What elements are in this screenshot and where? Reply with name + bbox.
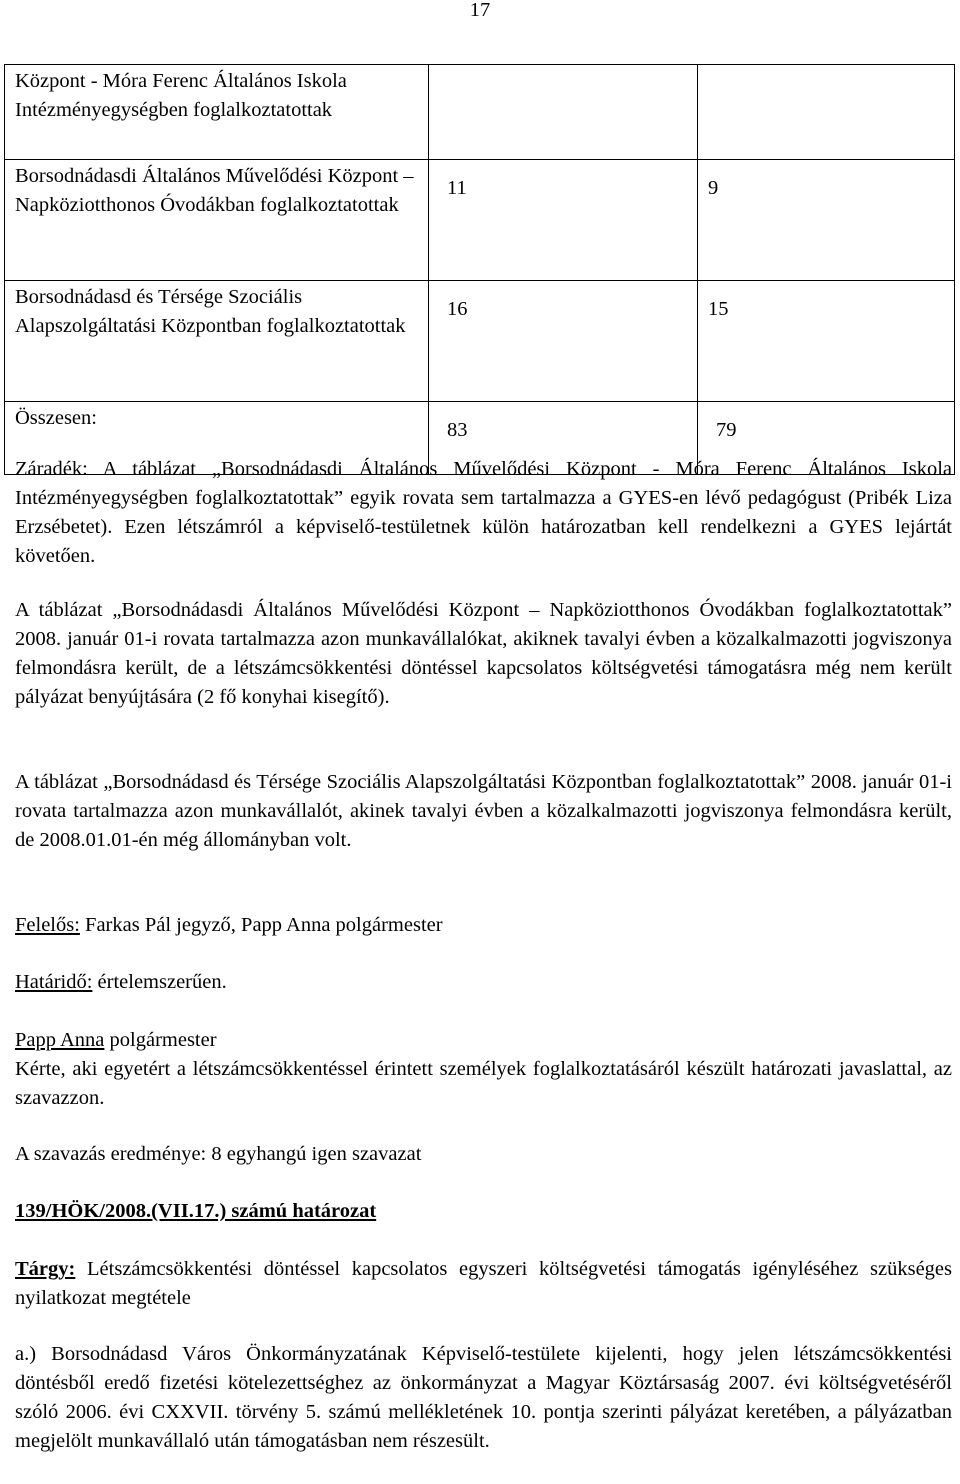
subject-text: Létszámcsökkentési döntéssel kapcsolatos egyszeri költségvetési támogatás igényléséhez szükséges nyilatkozat megtétele — [15, 1258, 952, 1309]
value-2008: 15 — [698, 281, 955, 402]
felelos-text: Farkas Pál jegyző, Papp Anna polgármester — [79, 914, 443, 936]
paragraph-ovoda: A táblázat „Borsodnádasdi Általános Művelődési Központ – Napköziotthonos Óvodákban foglalkoztatottak” 2008. január 01-i rovata tartalmazza azon munkavállalókat, akiknek tavalyi évben a közalkalmazotti jogviszonya felmondásra került, de a létszámcsökkentési döntéssel kapcsolatos költségvetési támogatásra még nem került pályázat benyújtására (2 fő konyhai kisegítő). — [15, 599, 952, 708]
resolution-number-text: 139/HÖK/2008.(VII.17.) számú határozat — [15, 1200, 377, 1222]
total-2007: 83 — [429, 402, 698, 475]
value-2007: 16 — [429, 281, 698, 402]
value-2008: 9 — [698, 160, 955, 281]
felelos-label: Felelős: — [15, 914, 80, 936]
value-2008 — [698, 65, 955, 160]
hatarido-text: értelemszerűen. — [92, 971, 227, 993]
vote-result: A szavazás eredménye: 8 egyhangú igen szavazat — [15, 1143, 422, 1165]
paragraph-szocialis: A táblázat „Borsodnádasd és Térsége Szociális Alapszolgáltatási Központban foglalkoztatottak” 2008. január 01-i rovata tartalmazza azon munkavállalót, akinek tavalyi évben a közalkalmazotti jogviszonya felmondásra került, de 2008.01.01-én még állományban volt. — [15, 771, 952, 851]
value-2007 — [429, 65, 698, 160]
table-row — [5, 65, 955, 160]
row-label: Központ - Móra Ferenc Általános Iskola Intézményegységben foglalkoztatottak — [5, 65, 429, 160]
speaker-text: Kérte, aki egyetért a létszámcsökkentéssel érintett személyek foglalkoztatásáról készült határozati javaslattal, az szavazzon. — [15, 1058, 952, 1109]
item-a-paragraph: a.) Borsodnádasd Város Önkormányzatának Képviselő-testülete kijelenti, hogy jelen létszámcsökkentési döntésből eredő fizetési kötelezettséghez az önkormányzat a Magyar Köztársaság 2007. évi költségvetéséről szóló 2006. évi CXXVII. törvény 5. számú mellékletének 10. pontja szerinti pályázat keretében, a pályázatban megjelölt munkavállaló után támogatásban nem részesült. — [15, 1343, 952, 1452]
row-label: Borsodnádasd és Térsége Szociális Alapszolgáltatási Központban foglalkoztatottak — [5, 281, 429, 402]
table-row — [5, 281, 955, 402]
subject-label: Tárgy: — [15, 1258, 76, 1280]
resolution-number — [15, 1197, 952, 1226]
speaker-name: Papp Anna — [15, 1029, 105, 1051]
staff-table — [4, 64, 955, 475]
speaker-line — [15, 1026, 952, 1055]
subject-line — [15, 1255, 952, 1313]
zaradek-paragraph: Záradék: A táblázat „Borsodnádasdi Általános Művelődési Központ - Móra Ferenc Általános Iskola Intézményegységben foglalkoztatottak” egyik rovata sem tartalmazza a GYES-en lévő pedagógust (Pribék Liza Erzsébetet). Ezen létszámról a képviselő-testületnek külön határozatban kell rendelkezni a GYES lejártát követően. — [15, 458, 952, 567]
hatarido-label: Határidő: — [15, 971, 93, 993]
row-label: Borsodnádasdi Általános Művelődési Központ – Napköziotthonos Óvodákban foglalkoztatottak — [5, 160, 429, 281]
total-label: Összesen: — [5, 402, 429, 475]
speaker-role: polgármester — [104, 1029, 217, 1051]
table-row — [5, 160, 955, 281]
page-number: 17 — [469, 0, 491, 21]
value-2007: 11 — [429, 160, 698, 281]
hatarido-line — [15, 968, 952, 997]
felelos-line — [15, 911, 952, 940]
total-2008: 79 — [698, 402, 955, 475]
